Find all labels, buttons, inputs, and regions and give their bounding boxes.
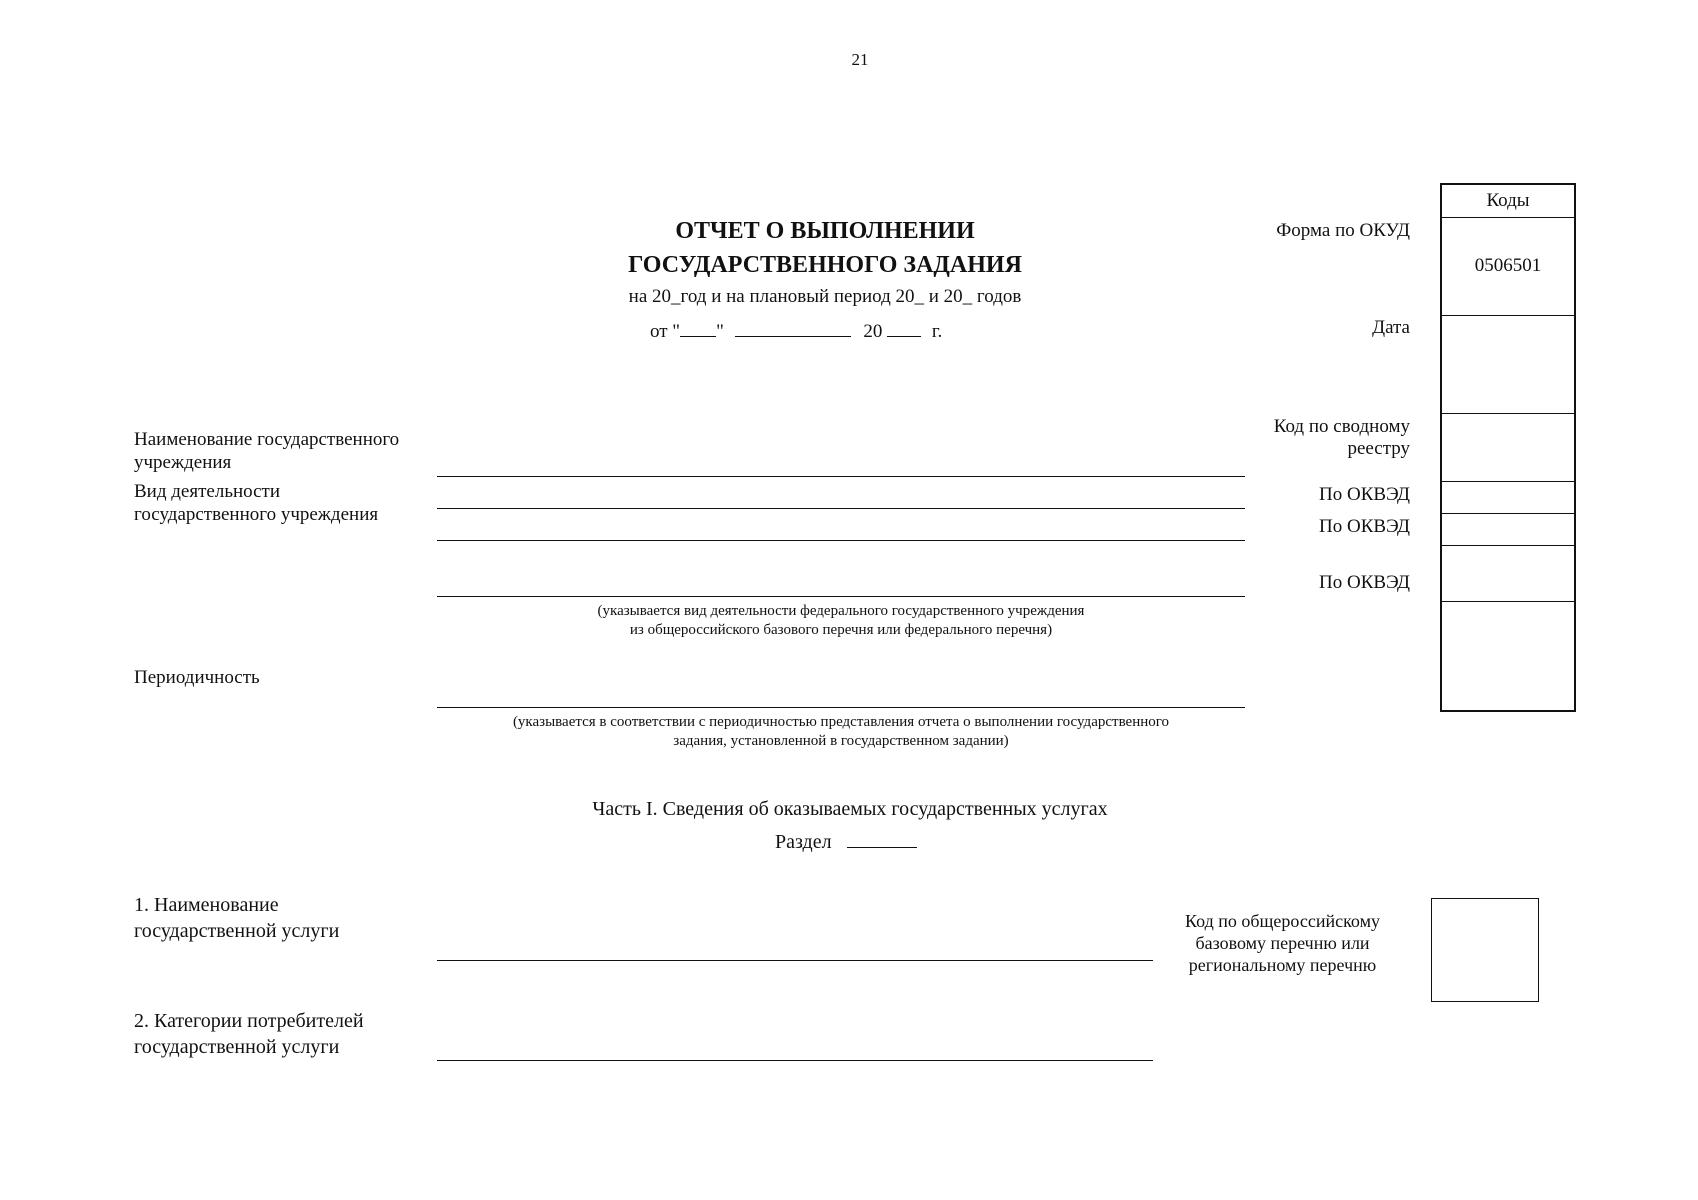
date-label: Дата [1372, 317, 1410, 338]
codes-heading: Коды [1486, 190, 1530, 211]
periodicity-field[interactable] [437, 707, 1245, 708]
service-name-label-line2: государственной услуги [134, 920, 340, 942]
okved-code-cell-3[interactable] [1442, 545, 1574, 601]
month-blank[interactable] [735, 318, 851, 337]
section-label: Раздел [775, 831, 832, 853]
activity-label-line1: Вид деятельности [134, 481, 281, 502]
okved-label-1: По ОКВЭД [1319, 484, 1410, 505]
date-year: 20 [863, 321, 883, 342]
service-code-label-line1: Код по общероссийскому [1185, 911, 1380, 931]
periodicity-note [437, 713, 1245, 751]
activity-note-line1: (указывается вид деятельности федерального государственного учреждения [597, 603, 1085, 619]
periodicity-note-line2: задания, установленной в государственном задании) [673, 733, 1009, 749]
report-title-line1: ОТЧЕТ О ВЫПОЛНЕНИИ [675, 218, 975, 244]
consumers-label-line1: 2. Категории потребителей [134, 1010, 364, 1032]
year-blank[interactable] [887, 318, 921, 337]
periodicity-note-line1: (указывается в соответствии с периодичностью представления отчета о выполнении государственного [512, 714, 1170, 730]
part-title: Часть I. Сведения об оказываемых государственных услугах [592, 798, 1108, 820]
registry-label-line1: Код по сводному [1273, 416, 1410, 437]
service-name-label-line1: 1. Наименование [134, 894, 279, 916]
activity-field-1[interactable] [437, 508, 1245, 509]
service-name-label [134, 892, 339, 944]
service-name-field[interactable] [437, 960, 1153, 961]
okved-label-3: По ОКВЭД [1319, 572, 1410, 593]
institution-name-label-line2: учреждения [134, 452, 232, 473]
day-blank[interactable] [680, 318, 716, 337]
okud-label: Форма по ОКУД [1276, 220, 1410, 241]
activity-note [437, 602, 1245, 640]
service-code-box[interactable] [1431, 898, 1539, 1002]
consumers-label [134, 1008, 364, 1060]
section-heading [775, 829, 917, 854]
extra-code-cell[interactable] [1442, 601, 1574, 710]
consumers-field[interactable] [437, 1060, 1153, 1061]
registry-code-cell[interactable] [1442, 413, 1574, 481]
okud-code-cell[interactable]: 0506501 [1442, 217, 1574, 315]
page-number: 21 [851, 50, 869, 69]
institution-name-label [134, 428, 399, 474]
section-number-blank[interactable] [847, 829, 917, 848]
service-code-label-line2: базовому перечню или [1195, 933, 1370, 953]
date-quote: " [716, 321, 724, 342]
okved-label-2: По ОКВЭД [1319, 516, 1410, 537]
date-prefix: от " [650, 321, 681, 342]
service-code-label-line3: региональному перечню [1188, 955, 1377, 975]
registry-label [1274, 416, 1410, 460]
okved-code-cell-1[interactable] [1442, 481, 1574, 513]
okved-code-cell-2[interactable] [1442, 513, 1574, 545]
report-period-subtitle: на 20_год и на плановый период 20_ и 20_ годов [628, 286, 1022, 307]
date-code-cell[interactable] [1442, 315, 1574, 413]
periodicity-label: Периодичность [134, 667, 260, 688]
activity-label-line2: государственного учреждения [134, 504, 379, 525]
consumers-label-line2: государственной услуги [134, 1036, 340, 1058]
activity-note-line2: из общероссийского базового перечня или федерального перечня) [629, 622, 1053, 638]
date-suffix: г. [931, 321, 943, 342]
codes-table [1440, 183, 1576, 712]
institution-name-field[interactable] [437, 476, 1245, 477]
activity-label [134, 480, 378, 526]
institution-name-label-line1: Наименование государственного [134, 429, 400, 450]
registry-label-line2: реестру [1347, 438, 1410, 459]
activity-field-2[interactable] [437, 540, 1245, 541]
report-title-line2: ГОСУДАРСТВЕННОГО ЗАДАНИЯ [628, 252, 1022, 278]
service-code-label [1170, 910, 1395, 976]
activity-field-3[interactable] [437, 596, 1245, 597]
report-date-line [650, 318, 942, 343]
